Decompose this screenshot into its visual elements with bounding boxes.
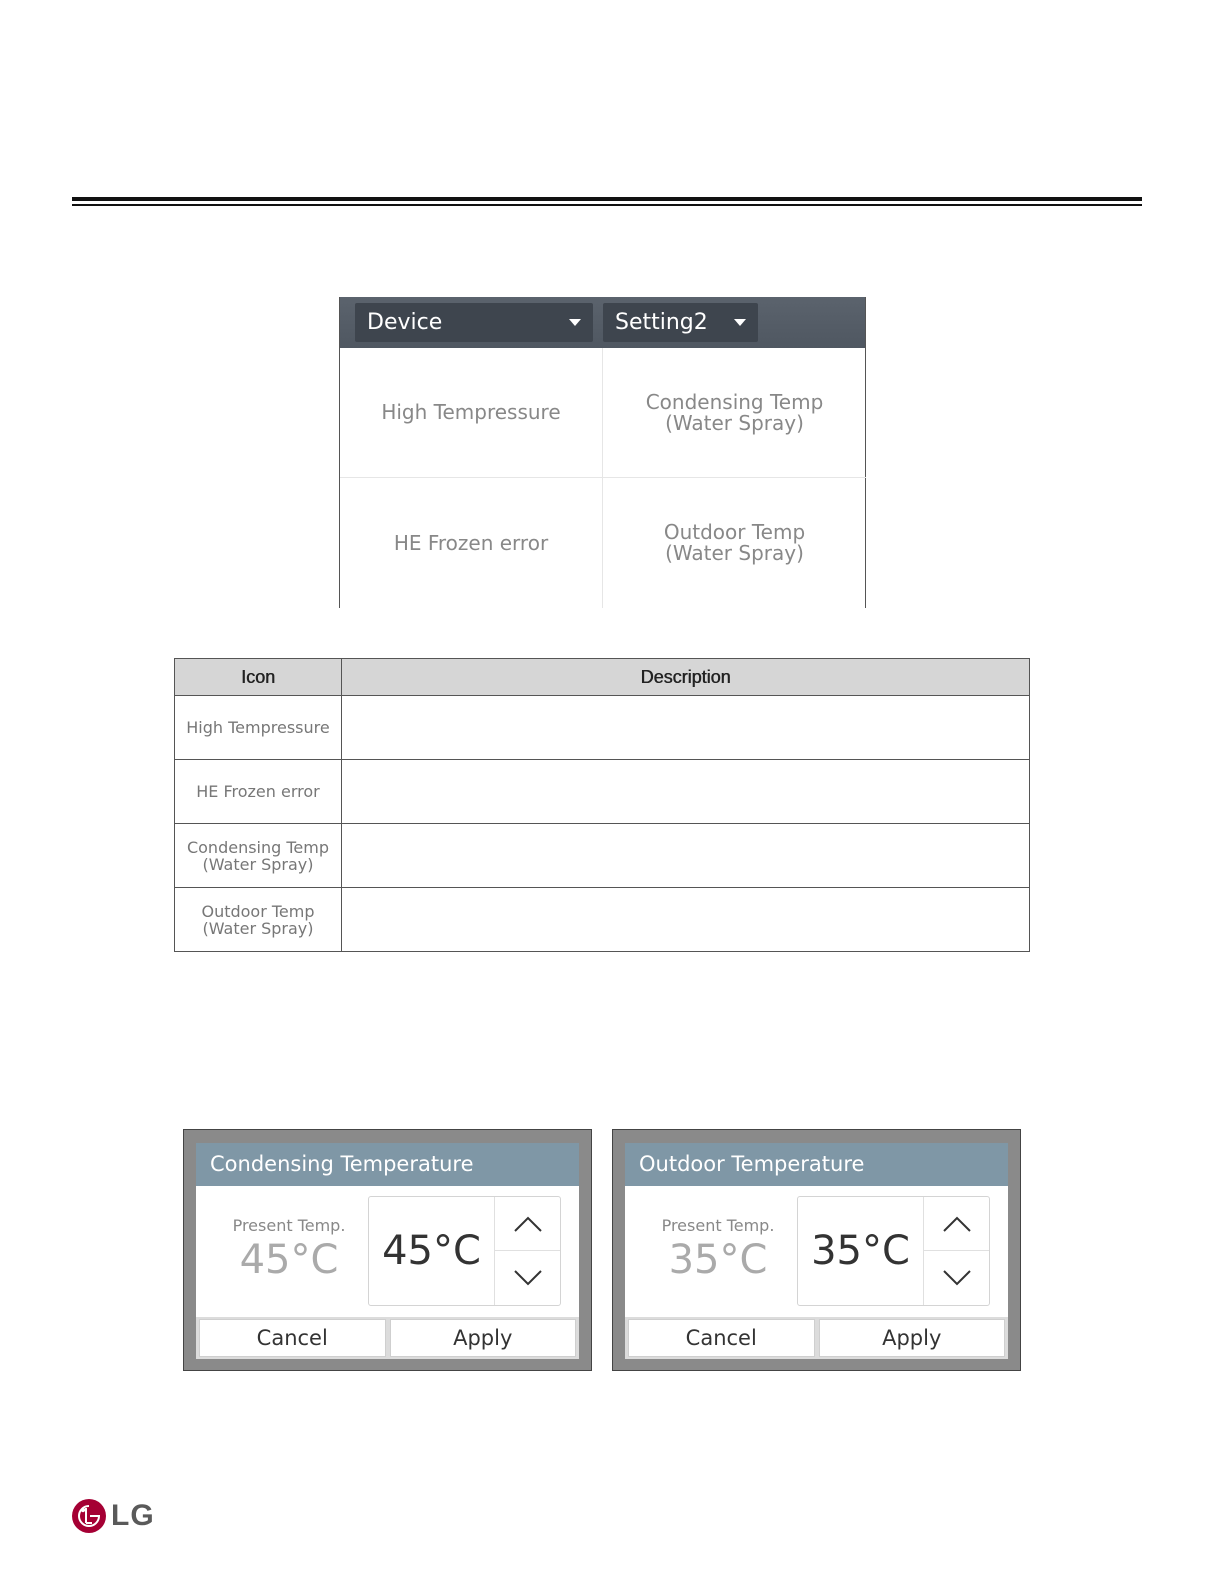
present-temp-label: Present Temp.	[661, 1216, 775, 1235]
condensing-temp-tile-label: Condensing Temp	[645, 389, 824, 414]
table-row	[175, 696, 1030, 760]
decrease-button[interactable]	[495, 1251, 560, 1305]
icon-cell-sublabel: (Water Spray)	[202, 854, 314, 874]
setting-dropdown[interactable]	[603, 303, 758, 342]
icon-cell-label: HE Frozen error	[196, 782, 320, 801]
icon-description-table	[174, 658, 1030, 952]
description-cell	[342, 760, 1030, 824]
table-row	[175, 760, 1030, 824]
panel-toolbar	[340, 297, 865, 348]
icon-cell	[175, 888, 342, 952]
header-rule-thick	[72, 197, 1142, 201]
present-temp-value: 35°C	[668, 1237, 768, 1283]
increase-button[interactable]	[924, 1197, 989, 1251]
setting-panel	[339, 297, 866, 608]
dialog-footer	[196, 1317, 579, 1359]
high-temp-tile[interactable]	[340, 348, 603, 478]
stepper-arrows	[923, 1197, 989, 1305]
device-dropdown[interactable]	[355, 303, 593, 342]
dialog-window	[196, 1143, 579, 1359]
icon-cell-sublabel: (Water Spray)	[202, 918, 314, 938]
apply-button[interactable]: Apply	[390, 1319, 577, 1357]
cancel-button[interactable]: Cancel	[628, 1319, 815, 1357]
dialog-window	[625, 1143, 1008, 1359]
dialog-footer	[625, 1317, 1008, 1359]
temp-stepper	[368, 1196, 561, 1306]
condensing-temp-tile-sublabel: (Water Spray)	[665, 410, 804, 435]
high-temp-tile-label: High Tempressure	[381, 400, 561, 424]
he-frozen-error-tile[interactable]	[340, 478, 603, 608]
caret-down-icon	[734, 319, 746, 326]
description-column-header: Description	[342, 659, 1030, 696]
chevron-down-icon	[942, 1269, 972, 1287]
cancel-button[interactable]: Cancel	[199, 1319, 386, 1357]
lg-logo-icon	[71, 1498, 107, 1534]
outdoor-temp-tile[interactable]	[603, 478, 866, 608]
table-row	[175, 888, 1030, 952]
dialog-body	[196, 1186, 579, 1317]
dialog-body	[625, 1186, 1008, 1317]
chevron-down-icon	[513, 1269, 543, 1287]
set-temp-value: 45°C	[382, 1228, 481, 1274]
present-temp	[641, 1216, 795, 1283]
header-rule-thin	[72, 204, 1142, 206]
lg-logo	[71, 1498, 155, 1534]
outdoor-temp-tile-label: Outdoor Temp	[663, 520, 806, 544]
table-row	[175, 824, 1030, 888]
present-temp-value: 45°C	[239, 1237, 339, 1283]
outdoor-temperature-dialog	[612, 1129, 1021, 1371]
setting-grid	[340, 348, 865, 608]
icon-cell	[175, 760, 342, 824]
apply-button[interactable]: Apply	[819, 1319, 1006, 1357]
chevron-up-icon	[942, 1215, 972, 1233]
increase-button[interactable]	[495, 1197, 560, 1251]
dialog-title: Outdoor Temperature	[625, 1143, 1008, 1186]
table-header-row	[175, 659, 1030, 696]
present-temp-label: Present Temp.	[232, 1216, 346, 1235]
icon-cell-label: Condensing Temp	[186, 837, 330, 857]
lg-logo-text: LG	[111, 1499, 155, 1532]
outdoor-temp-tile-sublabel: (Water Spray)	[665, 541, 804, 565]
icon-cell	[175, 696, 342, 760]
decrease-button[interactable]	[924, 1251, 989, 1305]
condensing-temp-tile[interactable]	[603, 348, 866, 478]
device-dropdown-label: Device	[367, 310, 443, 335]
description-cell	[342, 888, 1030, 952]
icon-cell	[175, 824, 342, 888]
stepper-arrows	[494, 1197, 560, 1305]
he-frozen-error-tile-label: HE Frozen error	[393, 530, 549, 555]
temp-stepper	[797, 1196, 990, 1306]
icon-cell-label: Outdoor Temp	[201, 901, 315, 921]
chevron-up-icon	[513, 1215, 543, 1233]
icon-column-header: Icon	[175, 659, 342, 696]
present-temp	[212, 1216, 366, 1283]
dialog-title: Condensing Temperature	[196, 1143, 579, 1186]
caret-down-icon	[569, 319, 581, 326]
setting-dropdown-label: Setting2	[615, 310, 708, 335]
description-cell	[342, 824, 1030, 888]
set-temp-value: 35°C	[811, 1228, 910, 1274]
description-cell	[342, 696, 1030, 760]
condensing-temperature-dialog	[183, 1129, 592, 1371]
icon-cell-label: High Tempressure	[186, 718, 330, 737]
